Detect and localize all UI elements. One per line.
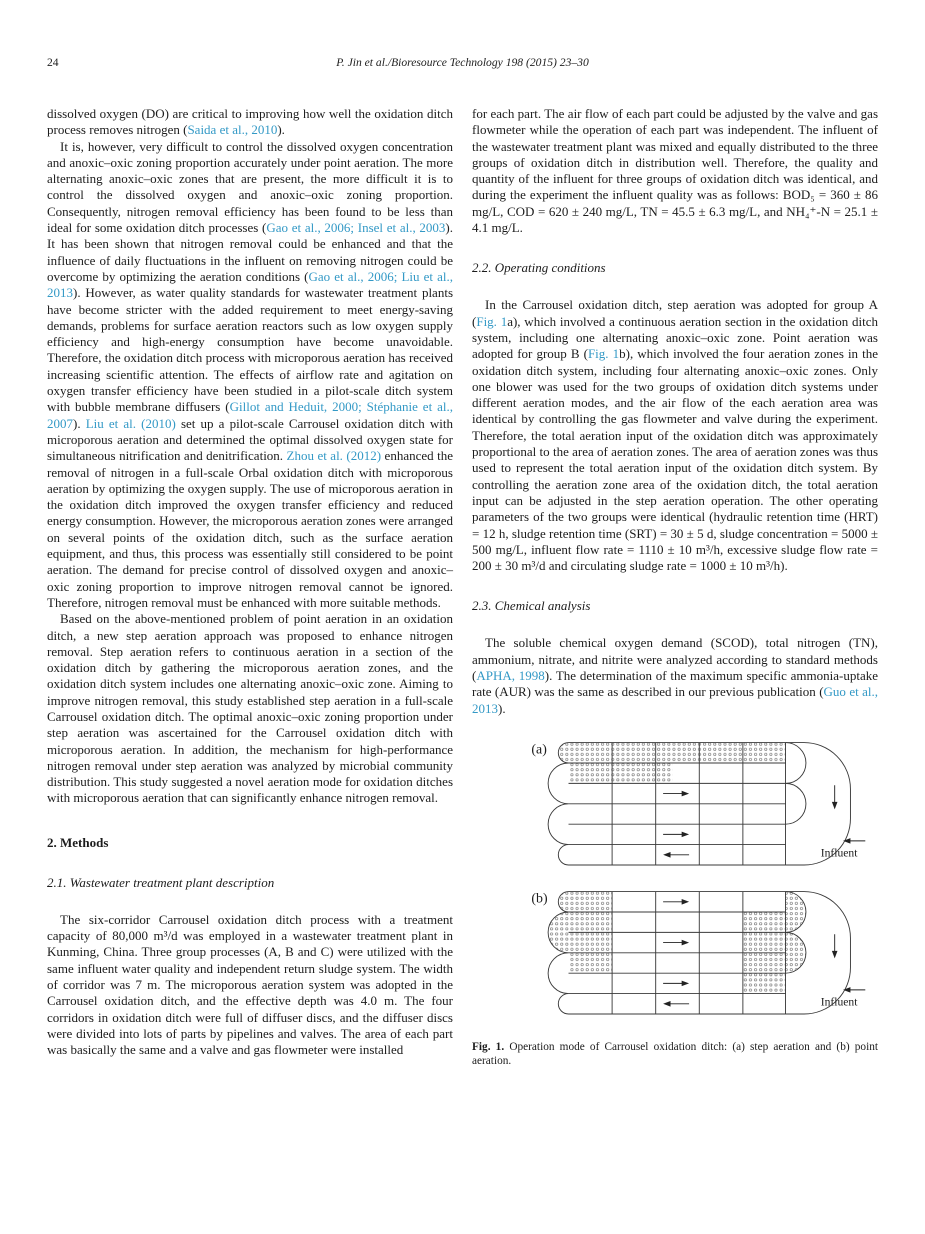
left-column	[47, 106, 453, 1068]
citation-link[interactable]: Saida et al., 2010	[187, 122, 278, 138]
text-run: ). The determination of the maximum specific ammonia-uptake rate (AUR) was the same as described in our previous publication (	[472, 668, 878, 700]
right-column	[472, 106, 878, 1068]
flow-arrow	[663, 899, 689, 905]
flow-arrow	[663, 981, 689, 987]
text-run: Based on the above-mentioned problem of point aeration in an oxidation ditch, a new step aeration approach was proposed to enhance nitrogen removal. Step aeration refers to continuous aeration in a section of the oxidation ditch by gathering the microporous aeration zones, and the oxidation ditch system includes one alternating anoxic–oxic zone. Aiming to improve nitrogen removal, this study established step aeration in a full-scale Carrousel oxidation ditch. The optimal anoxic–oxic zoning proportion under step aeration was ascertained for the Carrousel oxidation ditch with microporous aeration. In addition, the mechanism for high-performance nitrogen removal under step aeration was analyzed by microbial community distribution. This study suggested a novel aeration mode for oxidation ditches with microporous aeration that can significantly enhance nitrogen removal.	[47, 611, 453, 806]
citation-link[interactable]: Fig. 1	[587, 346, 620, 362]
flow-arrow	[663, 791, 689, 797]
figure-panel-label: (b)	[531, 891, 548, 907]
text-run: set up a pilot-scale Carrousel oxidation ditch with microporous aeration and determined the optimal dissolved oxygen state for simultaneous nitrification and denitrification.	[47, 415, 453, 464]
figure-caption-label: Fig. 1.	[472, 1040, 505, 1053]
aeration-zone	[569, 763, 673, 783]
citation-link[interactable]: APHA, 1998	[476, 668, 545, 684]
aeration-zone	[558, 891, 568, 911]
citation-link[interactable]: Gao et al., 2006; Liu et al., 2013	[47, 268, 453, 301]
citation-link[interactable]: Guo et al., 2013	[472, 684, 878, 716]
figure-panel-label: (a)	[531, 742, 547, 758]
figure-caption	[472, 1040, 878, 1068]
subsection-heading: 2.2. Operating conditions	[472, 260, 606, 276]
paragraph	[47, 912, 453, 1059]
flow-arrow	[663, 940, 689, 946]
figure-1b-point-aeration-diagram	[524, 886, 869, 1027]
page-number: 24	[47, 56, 59, 69]
citation-link[interactable]: Fig. 1	[476, 313, 508, 329]
citation-link[interactable]: Gillot and Heduit, 2000; Stéphanie et al., 2007	[47, 399, 453, 431]
flow-arrow	[832, 934, 838, 958]
text-run: In the Carrousel oxidation ditch, step aeration was adopted for group A (	[472, 297, 878, 329]
aeration-zone	[786, 891, 806, 932]
aeration-zone	[548, 912, 568, 953]
two-column-body	[47, 106, 878, 1068]
influent-label: Influent	[820, 846, 858, 860]
paragraph	[47, 611, 453, 807]
subsection-heading: 2.1. Wastewater treatment plant description	[47, 874, 275, 890]
text-run: ). It has been shown that nitrogen removal could be enhanced and that the influence of daily fluctuations in the influent on removing nitrogen could be overcome by optimizing the aeration conditions (	[47, 220, 454, 284]
paragraph	[472, 297, 878, 574]
aeration-zone	[558, 742, 785, 762]
text-run: for each part. The air flow of each part could be adjusted by the valve and gas flowmeter while the operation of each part was independent. The influent of the wastewater treatment plant was mixed and equally distributed to the three groups of oxidation ditch in distribution well. Therefore, the quality and quantity of the influent for three groups of oxidation ditch was identical, and during the experiment the influent quality was as follows: BOD₅ = 360 ± 86 mg/L, COD = 620 ± 240 mg/L, TN = 45.5 ± 6.3 mg/L, and NH₄⁺-N = 25.1 ± 4.1 mg/L.	[472, 106, 878, 236]
text-run: ).	[277, 122, 285, 138]
influent-label: Influent	[820, 995, 858, 1009]
paragraph	[47, 139, 453, 612]
flow-arrow	[832, 785, 838, 809]
text-run: a), which involved a continuous aeration section in the oxidation ditch system, including one alternating anoxic–oxic zone. Point aeration was adopted for group B (	[472, 313, 879, 362]
text-run: ). However, as water quality standards for wastewater treatment plants have become stricter with the added requirement to meet energy-saving demands, problems for surface aeration reactors such as low oxygen supply efficiency and high-energy consumption have become unavoidable. Therefore, the oxidation ditch process with microporous aeration has received increasing scientific attention. The effects of airflow rate and agitation on oxygen transfer efficiency have been studied in a pilot-scale ditch system with bubble membrane diffusers (	[47, 285, 453, 415]
subsection-heading: 2.3. Chemical analysis	[472, 598, 591, 614]
flow-arrow	[663, 832, 689, 838]
section-heading: 2. Methods	[47, 834, 109, 850]
right-column-text	[472, 106, 878, 717]
figure-caption-text: Operation mode of Carrousel oxidation ditch: (a) step aeration and (b) point aeration.	[472, 1040, 878, 1068]
paragraph	[47, 106, 453, 139]
page-header	[47, 56, 878, 72]
running-head: P. Jin et al./Bioresource Technology 198 (2015) 23–30	[336, 56, 589, 69]
flow-arrow	[663, 1001, 689, 1007]
text-run: ).	[73, 415, 86, 431]
figure-1a-step-aeration-diagram	[524, 737, 869, 878]
citation-link[interactable]: Zhou et al. (2012)	[286, 448, 382, 464]
text-run: enhanced the removal of nitrogen in a full-scale Orbal oxidation ditch with microporous aeration by optimizing the oxygen supply. The use of microporous aeration in the oxidation ditch improved the oxygen transfer efficiency and reduced energy consumption. However, the microporous aeration zones were arranged on several points of the oxidation ditch, such as the surface aeration equipment, and thus, this process was essentially still considered to be point aeration. The demand for precise control of dissolved oxygen and anoxic–oxic zoning proportion to improve nitrogen removal cannot be ignored. Therefore, nitrogen removal must be enhanced with more suitable methods.	[47, 448, 453, 610]
paragraph	[472, 106, 878, 236]
text-run: The six-corridor Carrousel oxidation ditch process with a treatment capacity of 80,000 m³/d was employed in a wastewater treatment plant in Kunming, China. Three group processes (A, B and C) were utilized with the same influent water quality and independent return sludge system. The width of corridor was 7 m. The microporous aeration system was adopted in the Carrousel oxidation ditch, and the effective depth was 4.0 m. The four corridors in oxidation ditch were full of diffuser discs, and the diffuser discs were divided into lots of parts by pipelines and valves. The area of each part was basically the same and a valve and gas flowmeter were installed	[47, 911, 453, 1058]
flow-arrow	[663, 852, 689, 858]
text-run: ).	[498, 700, 506, 716]
text-run: It is, however, very difficult to control the dissolved oxygen concentration and anoxic–oxic zoning proportion accurately under point aeration. The more alternating anoxic–oxic zones that are present, the more difficult it is to control the dissolved oxygen and anoxic–oxic zoning proportion. Consequently, nitrogen removal efficiency has been found to be less than ideal for some oxidation ditch processes (	[47, 138, 453, 236]
citation-link[interactable]: Gao et al., 2006; Insel et al., 2003	[266, 220, 446, 236]
text-run: dissolved oxygen (DO) are critical to improving how well the oxidation ditch process removes nitrogen (	[47, 106, 453, 138]
citation-link[interactable]: Liu et al. (2010)	[85, 415, 176, 431]
figure-1	[472, 737, 878, 1068]
text-run: The soluble chemical oxygen demand (SCOD), total nitrogen (TN), ammonium, nitrate, and nitrite were analyzed according to standard methods (	[472, 635, 878, 684]
aeration-zone	[786, 932, 806, 973]
text-run: b), which involved the four aeration zones in the oxidation ditch system, including four alternating anoxic–oxic zones. Only one blower was used for the two groups of oxidation ditch systems under different aeration modes, and the air flow of the each aeration area was identical by controlling the gas flowmeter and valve during the experiment. Therefore, the total aeration input of the oxidation ditch was approximately proportional to the area of aeration zones. The area of aeration zones was thus used to represent the total aeration input of the oxidation ditch system. By controlling the aeration zone area of the oxidation ditch, the total aeration input can be adjusted in the step aeration operation. The other operating parameters of the two groups were identical (hydraulic retention time (HRT) = 12 h, sludge retention time (SRT) = 30 ± 5 d, sludge concentration = 5000 ± 500 mg/L, influent flow rate = 1110 ± 10 m³/h, excessive sludge flow rate = 200 ± 30 m³/d and circulating sludge rate = 1000 ± 10 m³/h).	[472, 346, 879, 574]
paragraph	[472, 635, 878, 716]
